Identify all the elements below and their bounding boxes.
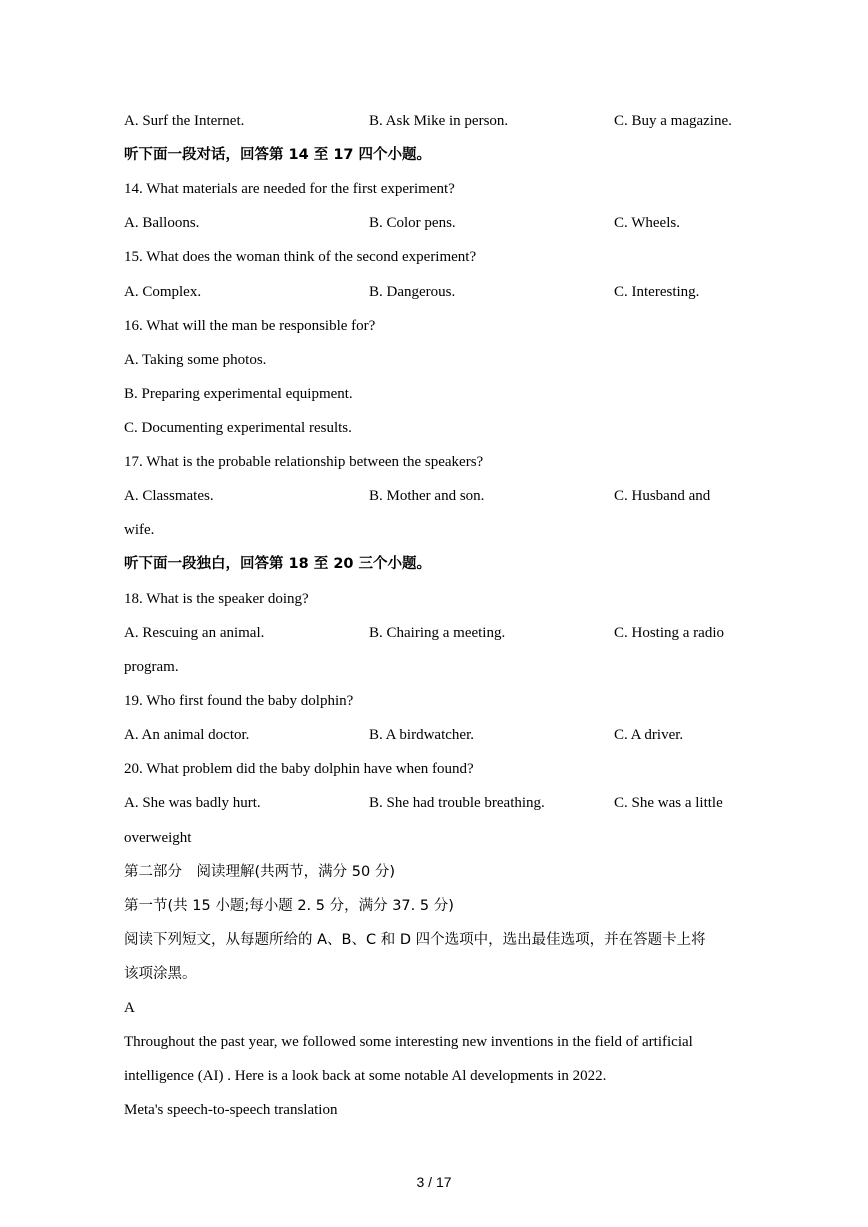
q13-options <box>0 111 868 131</box>
q15-option-b: B. Dangerous. <box>369 284 456 300</box>
q20-option-b: B. She had trouble breathing. <box>369 795 545 811</box>
q19-question: 19. Who first found the baby dolphin? <box>124 693 354 709</box>
q14-question: 14. What materials are needed for the first experiment? <box>124 181 455 197</box>
q17-option-b: B. Mother and son. <box>369 488 485 504</box>
section1-heading: 第一节(共 15 小题;每小题 2. 5 分，满分 37. 5 分) <box>124 898 454 914</box>
section-14-17-instruction: 听下面一段对话，回答第 14 至 17 四个小题。 <box>124 147 432 163</box>
q16-option-c: C. Documenting experimental results. <box>124 420 352 436</box>
q20-option-c: C. She was a little <box>614 795 723 811</box>
q15-option-a: A. Complex. <box>124 284 202 300</box>
q14-option-a: A. Balloons. <box>124 215 200 231</box>
passage-line-1: Throughout the past year, we followed some interesting new inventions in the field of artificial <box>124 1034 693 1050</box>
q18-question: 18. What is the speaker doing? <box>124 591 309 607</box>
q15-question: 15. What does the woman think of the second experiment? <box>124 249 477 265</box>
q14-option-c: C. Wheels. <box>614 215 680 231</box>
reading-instruction-line1: 阅读下列短文，从每题所给的 A、B、C 和 D 四个选项中，选出最佳选项，并在答题卡上将 <box>124 932 706 948</box>
part2-heading: 第二部分 阅读理解(共两节，满分 50 分) <box>124 864 395 880</box>
q19-option-b: B. A birdwatcher. <box>369 727 474 743</box>
q20-options <box>0 793 868 813</box>
q19-options <box>0 725 868 745</box>
q19-option-a: A. An animal doctor. <box>124 727 250 743</box>
q16-option-a: A. Taking some photos. <box>124 352 267 368</box>
q15-option-c: C. Interesting. <box>614 284 700 300</box>
q17-question: 17. What is the probable relationship between the speakers? <box>124 454 484 470</box>
q17-option-c: C. Husband and <box>614 488 711 504</box>
reading-instruction-line2: 该项涂黑。 <box>124 966 197 982</box>
q20-option-c-continued: overweight <box>124 830 192 846</box>
q13-option-c: C. Buy a magazine. <box>614 113 732 129</box>
q14-option-b: B. Color pens. <box>369 215 456 231</box>
q14-options <box>0 213 868 233</box>
q16-question: 16. What will the man be responsible for? <box>124 318 376 334</box>
passage-label: A <box>124 1000 135 1016</box>
q20-question: 20. What problem did the baby dolphin have when found? <box>124 761 474 777</box>
q17-option-a: A. Classmates. <box>124 488 214 504</box>
q15-options <box>0 282 868 302</box>
q18-option-b: B. Chairing a meeting. <box>369 625 506 641</box>
q18-option-c-continued: program. <box>124 659 179 675</box>
q20-option-a: A. She was badly hurt. <box>124 795 261 811</box>
q19-option-c: C. A driver. <box>614 727 684 743</box>
q18-options <box>0 623 868 643</box>
q16-option-b: B. Preparing experimental equipment. <box>124 386 353 402</box>
passage-line-2: intelligence (AI) . Here is a look back at some notable Al developments in 2022. <box>124 1068 607 1084</box>
passage-subheading: Meta's speech-to-speech translation <box>124 1102 338 1118</box>
q17-option-c-continued: wife. <box>124 522 155 538</box>
q13-option-a: A. Surf the Internet. <box>124 113 245 129</box>
page-number: 3 / 17 <box>416 1174 452 1190</box>
q17-options <box>0 486 868 506</box>
section-18-20-instruction: 听下面一段独白，回答第 18 至 20 三个小题。 <box>124 556 432 572</box>
q18-option-c: C. Hosting a radio <box>614 625 724 641</box>
q13-option-b: B. Ask Mike in person. <box>369 113 509 129</box>
q18-option-a: A. Rescuing an animal. <box>124 625 265 641</box>
